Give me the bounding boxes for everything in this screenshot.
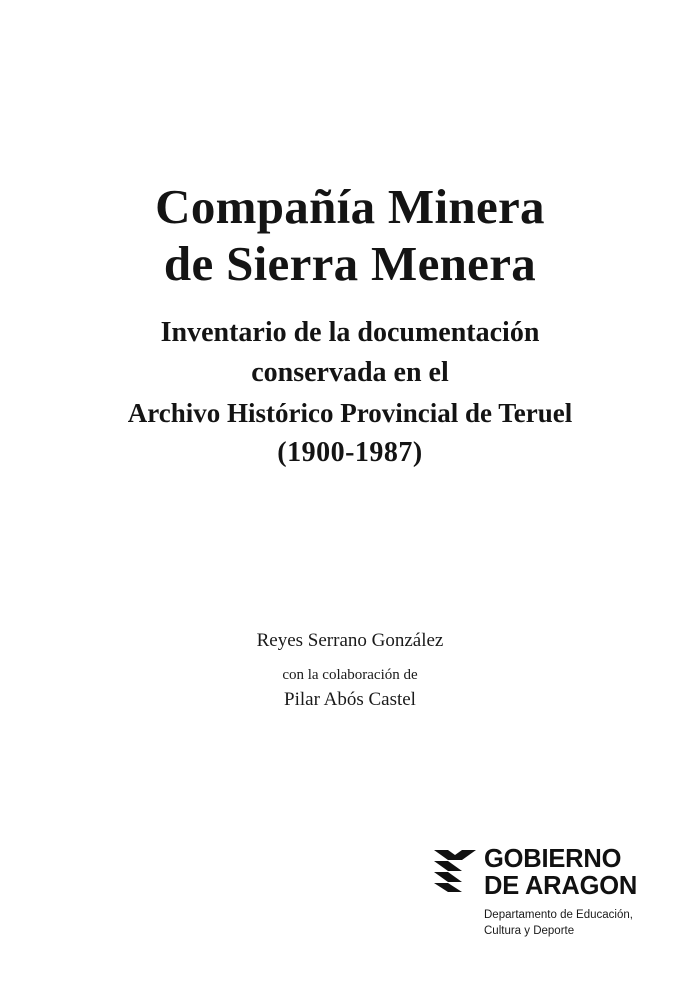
logo-wordmark	[484, 846, 637, 899]
department-line-2: Cultura y Deporte	[484, 924, 575, 937]
subtitle-date-range: (1900-1987)	[277, 436, 423, 468]
collaboration-note: con la colaboración de	[282, 666, 418, 683]
title-line-2: de Sierra Menera	[163, 236, 537, 292]
logo-word-1: GOBIERNO	[484, 845, 622, 873]
authors-block	[0, 628, 700, 711]
title-line-1: Compañía Minera	[155, 179, 545, 234]
publisher-logo	[432, 846, 662, 939]
subtitle-block	[0, 313, 700, 474]
logo-word-2: DE ARAGON	[484, 871, 638, 900]
logo-row	[432, 846, 662, 899]
author-name: Reyes Serrano González	[256, 630, 444, 651]
department-line-1: Departamento de Educación,	[484, 909, 633, 922]
title-block	[0, 178, 700, 474]
collaborator-name: Pilar Abós Castel	[284, 688, 416, 710]
subtitle-line-1: Inventario de la documentación	[160, 316, 540, 348]
gobierno-de-aragon-emblem-icon	[432, 848, 476, 894]
page-title	[0, 178, 700, 293]
subtitle-line-2: conservada en el	[251, 357, 449, 389]
department-caption	[484, 908, 662, 939]
subtitle-line-3: Archivo Histórico Provincial de Teruel	[127, 397, 573, 428]
